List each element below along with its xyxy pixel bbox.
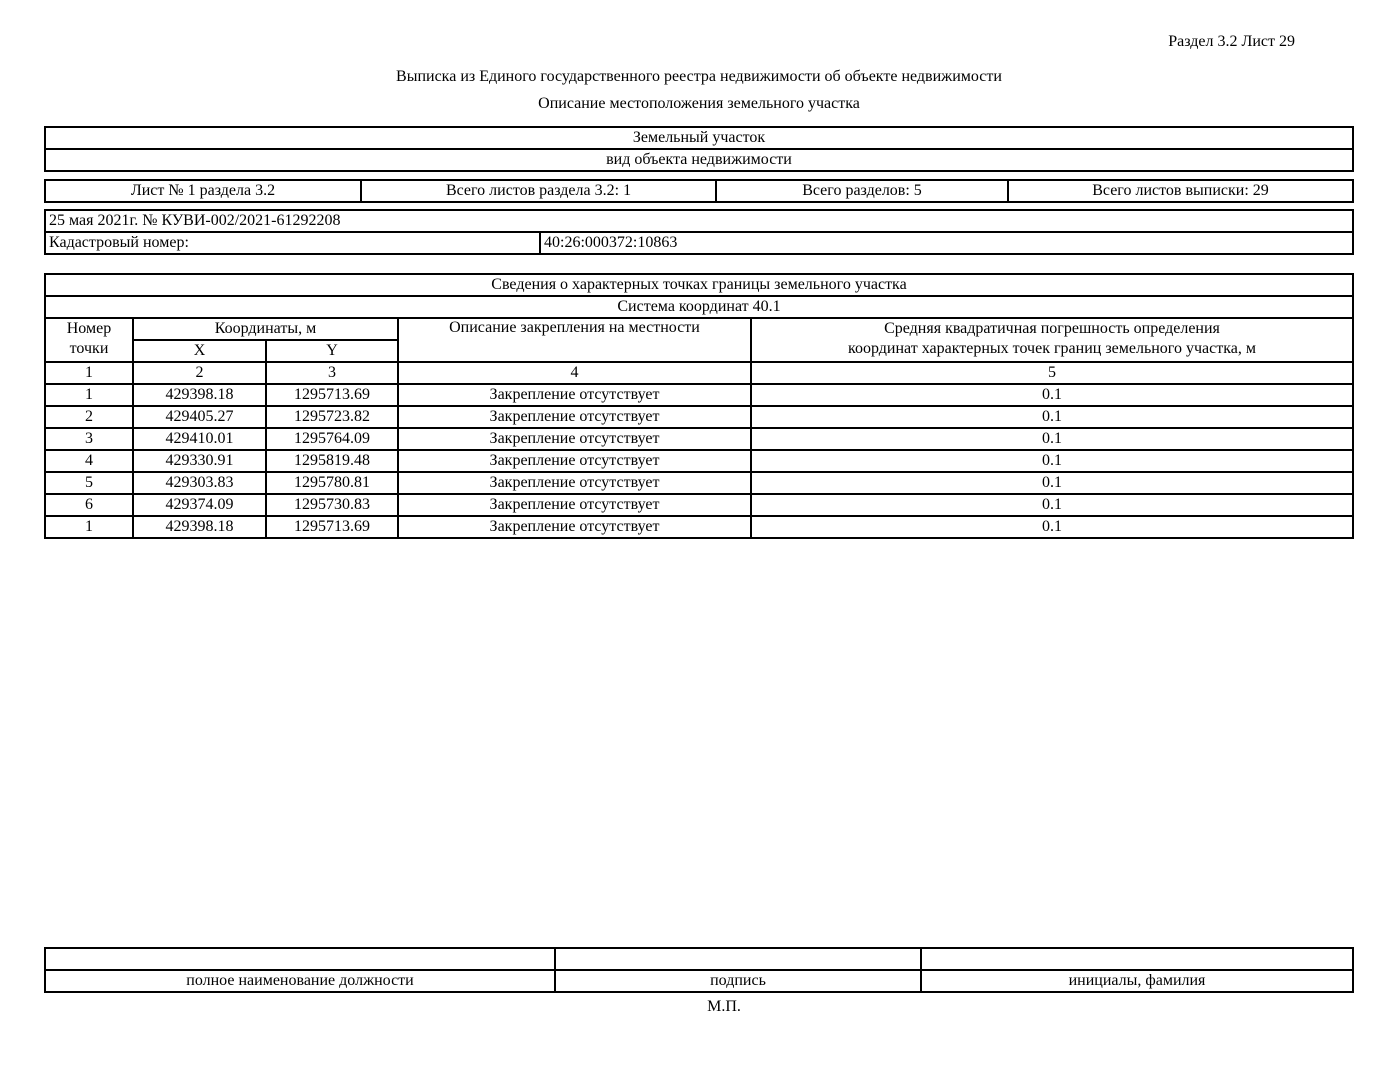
cell-x: 429398.18: [133, 516, 266, 538]
cell-err: 0.1: [751, 516, 1353, 538]
col-number-2: 2: [133, 362, 266, 384]
table-row: [45, 494, 1353, 516]
cell-err: 0.1: [751, 450, 1353, 472]
table-row: [45, 472, 1353, 494]
sheet-reference: Раздел 3.2 Лист 29: [1168, 33, 1295, 50]
object-type-caption: вид объекта недвижимости: [45, 149, 1353, 171]
cell-err: 0.1: [751, 428, 1353, 450]
header-y: Y: [266, 340, 398, 362]
header-point-number: Номер точки: [45, 318, 133, 362]
cell-x: 429374.09: [133, 494, 266, 516]
cell-y: 1295713.69: [266, 516, 398, 538]
cell-desc: Закрепление отсутствует: [398, 472, 751, 494]
table-row: [45, 406, 1353, 428]
cell-y: 1295819.48: [266, 450, 398, 472]
points-table-title: Сведения о характерных точках границы земельного участка: [45, 274, 1353, 296]
name-caption: инициалы, фамилия: [921, 970, 1353, 992]
cadastral-label: Кадастровый номер:: [45, 232, 540, 254]
cell-desc: Закрепление отсутствует: [398, 428, 751, 450]
signature-caption: подпись: [555, 970, 921, 992]
cell-x: 429410.01: [133, 428, 266, 450]
date-number: 25 мая 2021г. № КУВИ-002/2021-61292208: [45, 210, 1353, 232]
signature-table: [44, 947, 1354, 993]
document-info-table: [44, 209, 1354, 255]
header-coordinates: Координаты, м: [133, 318, 398, 340]
cell-err: 0.1: [751, 406, 1353, 428]
table-row: [45, 428, 1353, 450]
document-subtitle: Описание местоположения земельного участка: [538, 95, 860, 112]
cell-desc: Закрепление отсутствует: [398, 516, 751, 538]
cell-desc: Закрепление отсутствует: [398, 406, 751, 428]
stamp-label: М.П.: [707, 998, 741, 1015]
cell-n: 3: [45, 428, 133, 450]
cell-err: 0.1: [751, 494, 1353, 516]
cell-n: 2: [45, 406, 133, 428]
header-error-line1: Средняя квадратичная погрешность определения: [884, 320, 1220, 337]
cell-y: 1295713.69: [266, 384, 398, 406]
cell-n: 6: [45, 494, 133, 516]
cell-y: 1295764.09: [266, 428, 398, 450]
sheet-number: Лист № 1 раздела 3.2: [45, 180, 361, 202]
cell-x: 429303.83: [133, 472, 266, 494]
cell-n: 5: [45, 472, 133, 494]
col-number-4: 4: [398, 362, 751, 384]
col-number-3: 3: [266, 362, 398, 384]
cell-x: 429398.18: [133, 384, 266, 406]
table-row: [45, 450, 1353, 472]
position-caption: полное наименование должности: [45, 970, 555, 992]
sections-total: Всего разделов: 5: [716, 180, 1008, 202]
cell-x: 429330.91: [133, 450, 266, 472]
cell-err: 0.1: [751, 384, 1353, 406]
extract-sheets-total: Всего листов выписки: 29: [1008, 180, 1353, 202]
col-number-1: 1: [45, 362, 133, 384]
header-error-line2: координат характерных точек границ земельного участка, м: [848, 340, 1256, 357]
cell-desc: Закрепление отсутствует: [398, 494, 751, 516]
position-field[interactable]: [45, 948, 555, 970]
cell-y: 1295730.83: [266, 494, 398, 516]
cell-y: 1295780.81: [266, 472, 398, 494]
header-description: Описание закрепления на местности: [398, 318, 751, 362]
table-row: [45, 516, 1353, 538]
header-x: X: [133, 340, 266, 362]
table-row: [45, 384, 1353, 406]
name-field[interactable]: [921, 948, 1353, 970]
signature-field[interactable]: [555, 948, 921, 970]
cadastral-number: 40:26:000372:10863: [540, 232, 1353, 254]
header-error: [751, 318, 1353, 362]
object-type-table: [44, 126, 1354, 172]
points-table: [44, 273, 1354, 539]
cell-x: 429405.27: [133, 406, 266, 428]
col-number-5: 5: [751, 362, 1353, 384]
cell-n: 1: [45, 516, 133, 538]
coordinate-system: Система координат 40.1: [45, 296, 1353, 318]
cell-y: 1295723.82: [266, 406, 398, 428]
object-type: Земельный участок: [45, 127, 1353, 149]
sheets-table: [44, 179, 1354, 203]
cell-err: 0.1: [751, 472, 1353, 494]
cell-desc: Закрепление отсутствует: [398, 384, 751, 406]
cell-n: 4: [45, 450, 133, 472]
document-title: Выписка из Единого государственного реестра недвижимости об объекте недвижимости: [396, 68, 1002, 85]
cell-desc: Закрепление отсутствует: [398, 450, 751, 472]
cell-n: 1: [45, 384, 133, 406]
section-sheets-total: Всего листов раздела 3.2: 1: [361, 180, 716, 202]
